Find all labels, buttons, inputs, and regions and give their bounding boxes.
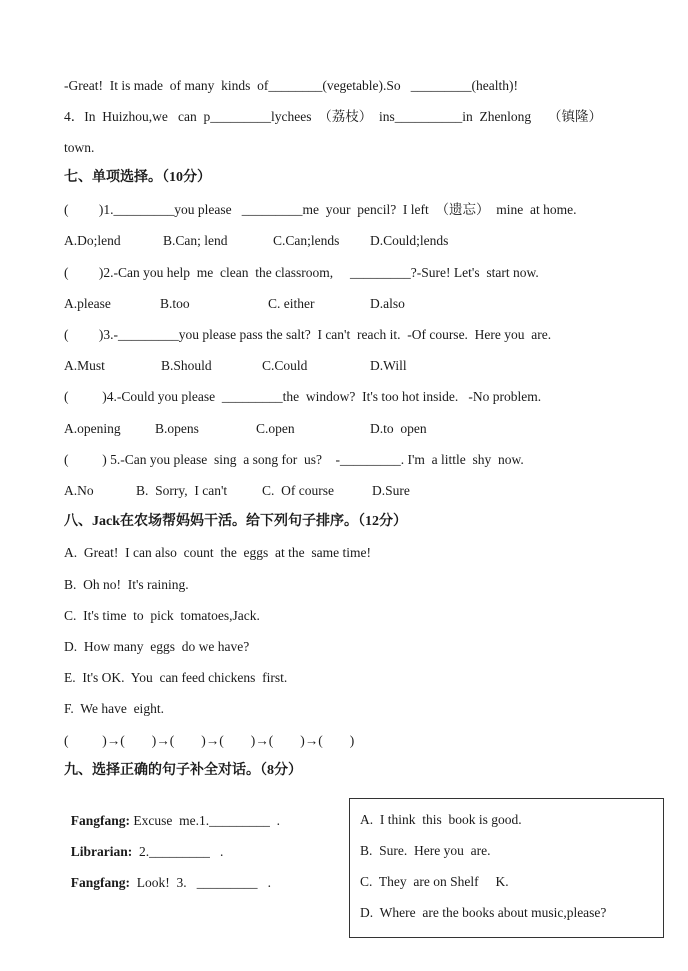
section-heading: 九、选择正确的句子补全对话。（8分） (64, 763, 302, 778)
question-stem: ( )3.-_________you please pass the salt? I can't reach it. -Of course. Here you are. (64, 327, 552, 342)
option: B.opens (155, 421, 199, 436)
question-stem: ( )4.-Could you please _________the window? It's too hot inside. -No problem. (64, 389, 542, 404)
sentence-item: B. Oh no! It's raining. (64, 577, 189, 592)
question-line: 4．In Huizhou,we can p_________lychees （荔枝） ins__________in Zhenlong （镇隆） (64, 109, 603, 124)
question-line: -Great! It is made of many kinds of________(vegetable).So _________(health)! (64, 78, 519, 93)
speaker-name: Fangfang: (70, 875, 131, 890)
choices-box (349, 798, 664, 938)
section-heading: 七、单项选择。（10分） (64, 170, 211, 185)
option: A.Do;lend (64, 233, 121, 248)
option: B. Sorry, I can't (136, 483, 228, 498)
option: D.also (370, 296, 405, 311)
question-stem: ( ) 5.-Can you please sing a song for us? -_________. I'm a little shy now. (64, 452, 524, 467)
answer-sequence: ( )→( )→( )→( )→( )→( ) (64, 733, 355, 748)
option: D.Sure (372, 483, 410, 498)
choice-item: A. I think this book is good. (360, 812, 522, 827)
dialogue-text: Excuse me.1._________ . (130, 813, 280, 828)
speaker-name: Librarian: (70, 844, 133, 859)
dialogue-text: 2._________ . (132, 844, 224, 859)
option: C. Of course (262, 483, 334, 498)
option: D.to open (370, 421, 427, 436)
option: A.No (64, 483, 94, 498)
option: C.open (256, 421, 295, 436)
section-heading: 八、Jack在农场帮妈妈干活。给下列句子排序。（12分） (64, 514, 407, 529)
option: A.please (64, 296, 111, 311)
question-line: town. (64, 140, 95, 155)
choice-item: D. Where are the books about music,please? (360, 905, 607, 920)
sentence-item: D. How many eggs do we have? (64, 639, 250, 654)
option: D.Could;lends (370, 233, 449, 248)
option: A.Must (64, 358, 105, 373)
sentence-item: C. It's time to pick tomatoes,Jack. (64, 608, 260, 623)
option: B.Should (161, 358, 212, 373)
dialogue-text: Look! 3. _________ . (130, 875, 272, 890)
option: C.Can;lends (273, 233, 340, 248)
sentence-item: E. It's OK. You can feed chickens first. (64, 670, 288, 685)
speaker-name: Fangfang: (70, 813, 131, 828)
choice-item: B. Sure. Here you are. (360, 843, 491, 858)
question-stem: ( )1._________you please _________me your pencil? I left （遗忘） mine at home. (64, 202, 577, 217)
option: C.Could (262, 358, 308, 373)
option: B.too (160, 296, 190, 311)
option: C. either (268, 296, 315, 311)
option: A.opening (64, 421, 121, 436)
choice-item: C. They are on Shelf K. (360, 874, 509, 889)
dialogue-line (64, 856, 271, 892)
option: B.Can; lend (163, 233, 228, 248)
sentence-item: A. Great! I can also count the eggs at the same time! (64, 545, 372, 560)
question-stem: ( )2.-Can you help me clean the classroom, _________?-Sure! Let's start now. (64, 265, 539, 280)
option: D.Will (370, 358, 407, 373)
sentence-item: F. We have eight. (64, 701, 164, 716)
